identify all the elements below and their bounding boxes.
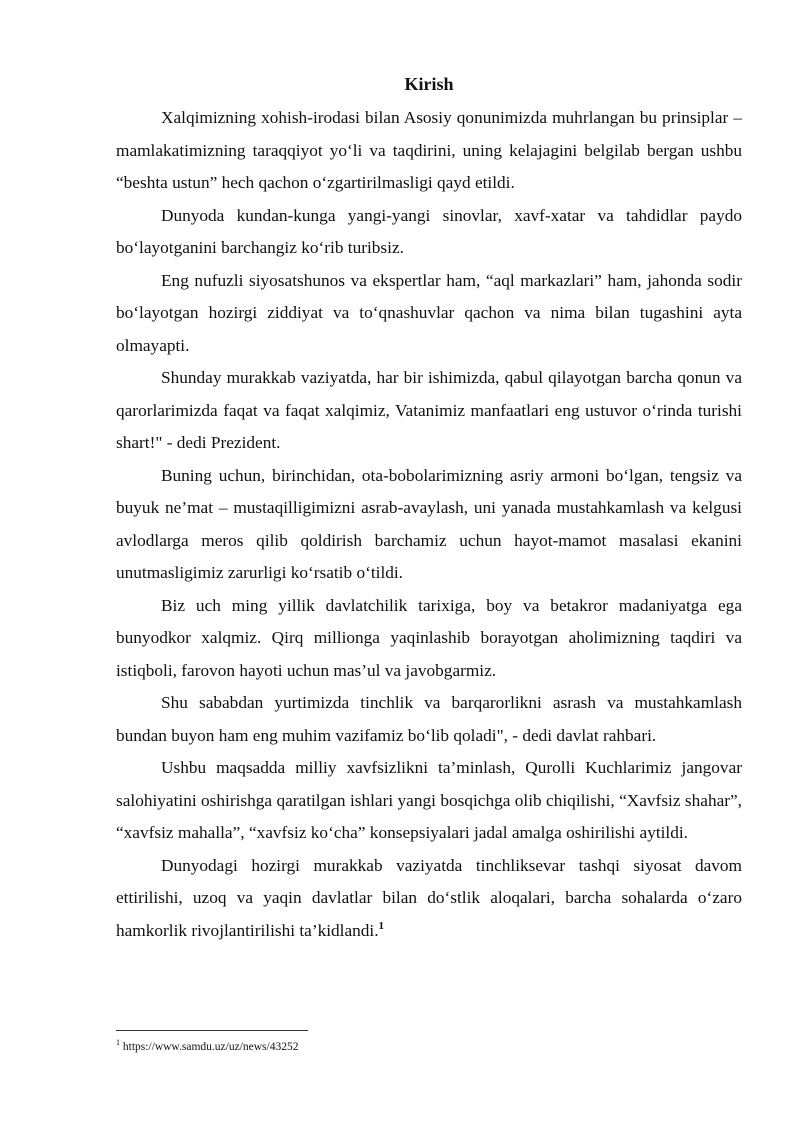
footnote-link[interactable]: https://www.samdu.uz/uz/news/43252 [122,1041,299,1053]
document-body [116,72,742,947]
paragraph-6: Biz uch ming yillik davlatchilik tarixiga, boy va betakror madaniyatga ega bunyodkor xalqmiz. Qirq millionga yaqinlashib borayotgan aholimizning taqdiri va istiqboli, farovon hayoti uchun mas’ul va javobgarmiz. [116,595,742,680]
paragraph-7: Shu sababdan yurtimizda tinchlik va barqarorlikni asrash va mustahkamlash bundan buyon ham eng muhim vazifamiz bo‘lib qoladi", - dedi davlat rahbari. [116,693,742,745]
paragraph-3: Eng nufuzli siyosatshunos va ekspertlar ham, “aql markazlari” ham, jahonda sodir bo‘layotgan hozirgi ziddiyat va to‘qnashuvlar qachon va nima bilan tugashini ayta olmayapti. [116,270,742,355]
paragraph-8: Ushbu maqsadda milliy xavfsizlikni ta’minlash, Qurolli Kuchlarimiz jangovar salohiyatini oshirishga qaratilgan ishlari yangi bosqichga olib chiqilishi, “Xavfsiz shahar”, “xavfsiz mahalla”, “xavfsiz ko‘cha” konsepsiyalari jadal amalga oshirilishi aytildi. [116,758,742,842]
footnote [116,1039,298,1055]
paragraph-4: Shunday murakkab vaziyatda, har bir ishimizda, qabul qilayotgan barcha qonun va qarorlarimizda faqat va faqat xalqimiz, Vatanimiz manfaatlari eng ustuvor o‘rinda turishi shart!" - dedi Prezident. [116,368,742,452]
footnote-marker: 1 [116,1038,120,1048]
footnote-separator [116,1030,308,1031]
paragraph-1: Xalqimizning xohish-irodasi bilan Asosiy qonunimizda muhrlangan bu prinsiplar – mamlakatimizning taraqqiyot yo‘li va taqdirini, uning kelajagini belgilab bergan ushbu “beshta ustun” hech qachon o‘zgartirilmasligi qayd etildi. [116,108,742,192]
paragraph-2: Dunyoda kundan-kunga yangi-yangi sinovlar, xavf-xatar va tahdidlar paydo bo‘layotganini barchangiz ko‘rib turibsiz. [116,205,742,257]
paragraph-9 [116,850,742,948]
paragraph-9-text: Dunyodagi hozirgi murakkab vaziyatda tinchliksevar tashqi siyosat davom ettirilishi, uzoq va yaqin davlatlar bilan do‘stlik aloqalari, barcha sohalarda o‘zaro hamkorlik rivojlantirilishi ta’kidlandi. [116,855,742,940]
document-title: Kirish [404,74,454,94]
paragraph-5: Buning uchun, birinchidan, ota-bobolarimizning asriy armoni bo‘lgan, tengsiz va buyuk ne’mat – mustaqilligimizni asrab-avaylash, uni yanada mustahkamlash va kelgusi avlodlarga meros qilib qoldirish barchamiz uchun hayot-mamot masalasi ekanini unutmasligimiz zarurligi ko‘rsatib o‘tildi. [116,465,742,582]
footnote-reference[interactable]: 1 [378,919,385,932]
